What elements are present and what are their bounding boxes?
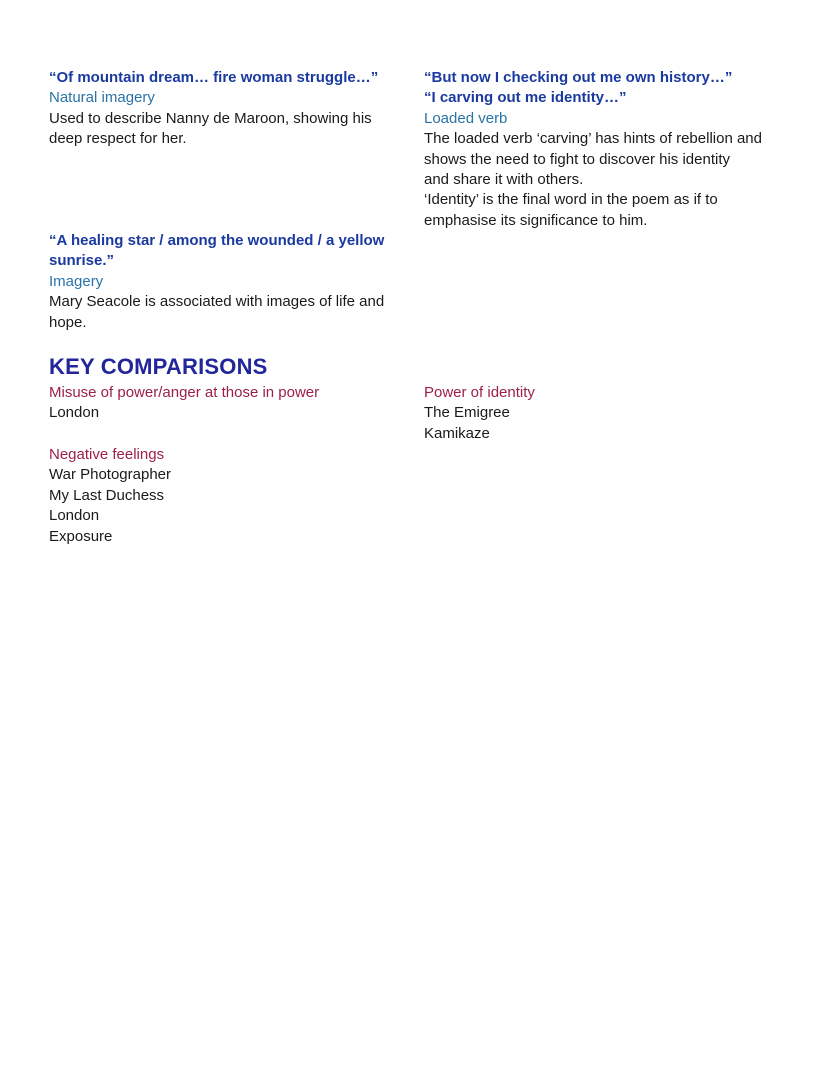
quote-block-nanny bbox=[49, 68, 409, 150]
poem-title: Kamikaze bbox=[424, 424, 490, 442]
explanation-line: hope. bbox=[49, 313, 87, 331]
explanation-line: The loaded verb ‘carving’ has hints of rebellion and bbox=[424, 130, 762, 148]
comparison-group-misuse-of-power bbox=[49, 383, 409, 424]
comparison-group-power-of-identity bbox=[424, 383, 784, 444]
device-label: Natural imagery bbox=[49, 89, 155, 107]
explanation-line: and share it with others. bbox=[424, 171, 584, 189]
explanation-line: shows the need to fight to discover his identity bbox=[424, 150, 731, 168]
device-label: Loaded verb bbox=[424, 109, 508, 127]
quote-block-identity bbox=[424, 68, 804, 231]
comparison-group-negative-feelings bbox=[49, 445, 409, 547]
poem-title: The Emigree bbox=[424, 404, 510, 422]
quote-text: “But now I checking out me own history…” bbox=[424, 69, 733, 86]
comparison-label: Power of identity bbox=[424, 384, 535, 401]
explanation-line: ‘Identity’ is the final word in the poem as if to bbox=[424, 191, 718, 209]
comparison-label: Negative feelings bbox=[49, 446, 165, 463]
poem-title: London bbox=[49, 404, 100, 422]
poem-title: My Last Duchess bbox=[49, 486, 165, 504]
comparison-label: Misuse of power/anger at those in power bbox=[49, 384, 320, 401]
explanation-line: deep respect for her. bbox=[49, 130, 187, 148]
poem-title: Exposure bbox=[49, 527, 113, 545]
quote-block-seacole bbox=[49, 231, 419, 333]
explanation-line: emphasise its significance to him. bbox=[424, 211, 648, 229]
quote-text: “Of mountain dream… fire woman struggle…” bbox=[49, 69, 379, 86]
quote-text: “A healing star / among the wounded / a yellow bbox=[49, 232, 385, 249]
quote-text: “I carving out me identity…” bbox=[424, 89, 627, 107]
poem-title: London bbox=[49, 507, 100, 525]
explanation-line: Mary Seacole is associated with images of life and bbox=[49, 293, 385, 311]
explanation-line: Used to describe Nanny de Maroon, showing his bbox=[49, 109, 372, 127]
device-label: Imagery bbox=[49, 272, 104, 290]
key-comparisons-heading: KEY COMPARISONS bbox=[49, 354, 268, 379]
quote-text: sunrise.” bbox=[49, 252, 115, 270]
poem-title: War Photographer bbox=[49, 466, 172, 484]
